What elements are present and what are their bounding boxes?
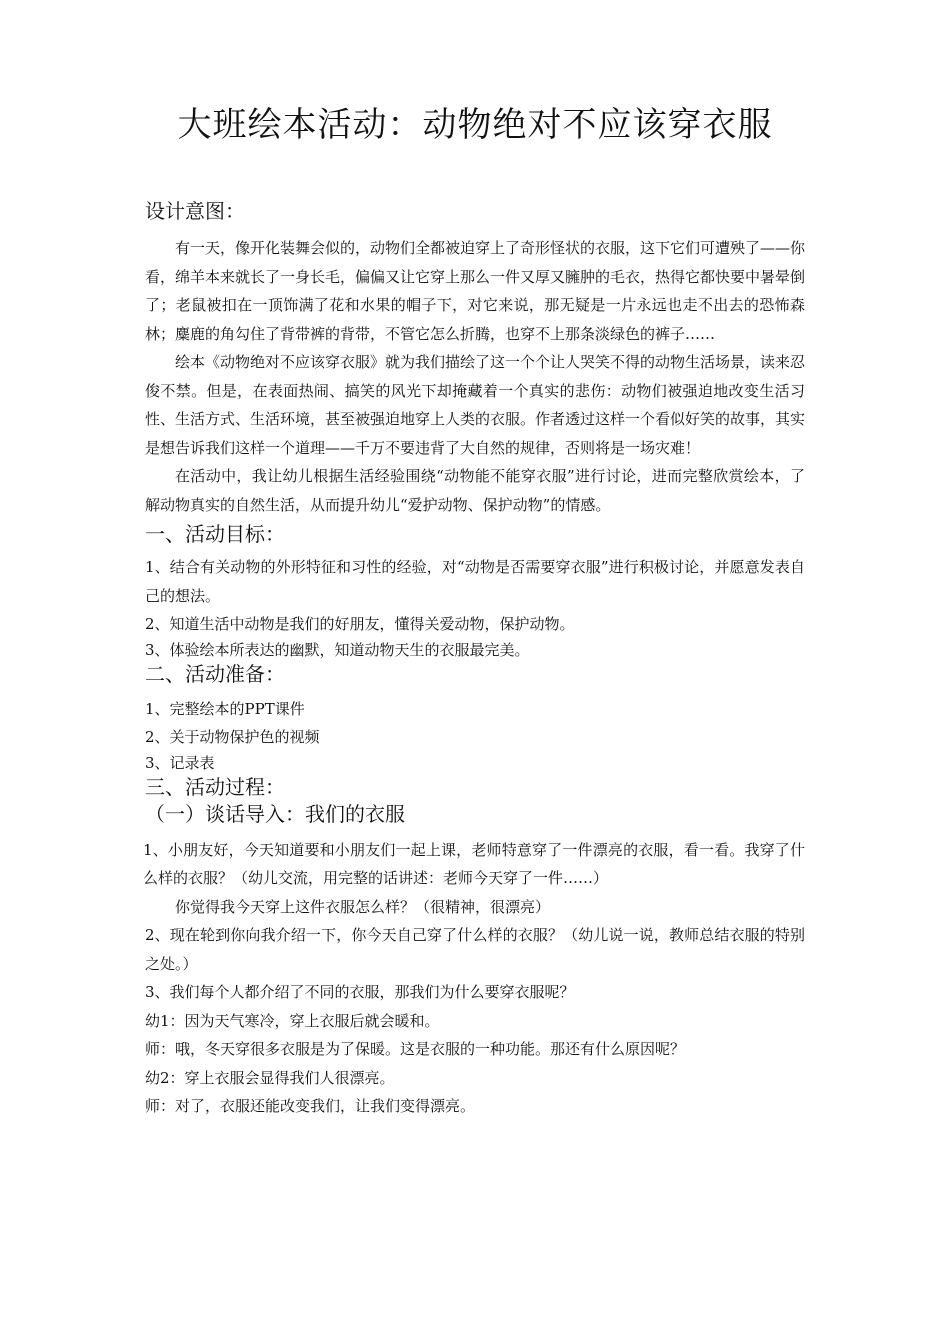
goal-item: 3、体验绘本所表达的幽默，知道动物天生的衣服最完美。 bbox=[145, 640, 530, 659]
design-paragraph: 绘本《动物绝对不应该穿衣服》就为我们描绘了这一个个让人哭笑不得的动物生活场景，读来忍俊不禁。但是，在表面热闹、搞笑的风光下却掩藏着一个真实的悲伤：动物们被强迫地改变生活习性、生活方式、生活环境，甚至被强迫地穿上人类的衣服。作者透过这样一个看似好笑的故事，其实是想告诉我们这样一个道理——千万不要违背了大自然的规律，否则将是一场灾难！ bbox=[145, 353, 806, 457]
process-heading: 三、活动过程： bbox=[145, 774, 285, 799]
prep-item: 1、完整绘本的PPT课件 bbox=[145, 699, 305, 718]
process-line: 2、现在轮到你向我介绍一下，你今天自己穿了什么样的衣服？（幼儿说一说，教师总结衣服的特别之处。） bbox=[145, 926, 805, 973]
document-title: 大班绘本活动：动物绝对不应该穿衣服 bbox=[177, 105, 773, 145]
process-sub-heading: （一）谈话导入：我们的衣服 bbox=[145, 801, 405, 826]
process-line: 1、小朋友好，今天知道要和小朋友们一起上课，老师特意穿了一件漂亮的衣服，看一看。我穿了什么样的衣服？（幼儿交流，用完整的话讲述：老师今天穿了一件……） bbox=[143, 840, 805, 887]
goal-item: 2、知道生活中动物是我们的好朋友，懂得关爱动物，保护动物。 bbox=[145, 615, 575, 633]
document-page bbox=[145, 100, 805, 1121]
goal-item: 1、结合有关动物的外形特征和习性的经验，对“动物是否需要穿衣服”进行积极讨论，并愿意发表自己的想法。 bbox=[145, 558, 805, 605]
process-line: 师：对了，衣服还能改变我们，让我们变得漂亮。 bbox=[145, 1097, 476, 1115]
prep-item: 2、关于动物保护色的视频 bbox=[145, 728, 320, 746]
goals-heading: 一、活动目标： bbox=[145, 522, 285, 546]
process-line: 3、我们每个人都介绍了不同的衣服，那我们为什么要穿衣服呢？ bbox=[145, 983, 575, 1001]
prep-heading: 二、活动准备： bbox=[145, 661, 285, 686]
process-line: 师：哦，冬天穿很多衣服是为了保暖。这是衣服的一种功能。那还有什么原因呢？ bbox=[145, 1040, 686, 1058]
design-paragraph: 在活动中，我让幼儿根据生活经验围绕“动物能不能穿衣服”进行讨论，进而完整欣赏绘本，了解动物真实的自然生活，从而提升幼儿“爱护动物、保护动物”的情感。 bbox=[145, 467, 805, 514]
design-paragraph: 有一天，像开化装舞会似的，动物们全都被迫穿上了奇形怪状的衣服，这下它们可遭殃了——你看，绵羊本来就长了一身长毛，偏偏又让它穿上那么一件又厚又臃肿的毛衣，热得它都快要中暑晕倒了；老鼠被扣在一顶饰满了花和水果的帽子下，对它来说，那无疑是一片永远也走不出去的恐怖森林；麋鹿的角勾住了背带裤的背带，不管它怎么折腾，也穿不上那条淡绿色的裤子…… bbox=[145, 239, 806, 343]
design-intent-heading: 设计意图： bbox=[145, 199, 245, 223]
process-line: 幼1：因为天气寒冷，穿上衣服后就会暖和。 bbox=[145, 1011, 440, 1030]
process-line: 你觉得我今天穿上这件衣服怎么样？（很精神，很漂亮） bbox=[175, 897, 551, 916]
prep-item: 3、记录表 bbox=[145, 753, 215, 772]
process-line: 幼2：穿上衣服会显得我们人很漂亮。 bbox=[145, 1068, 395, 1087]
